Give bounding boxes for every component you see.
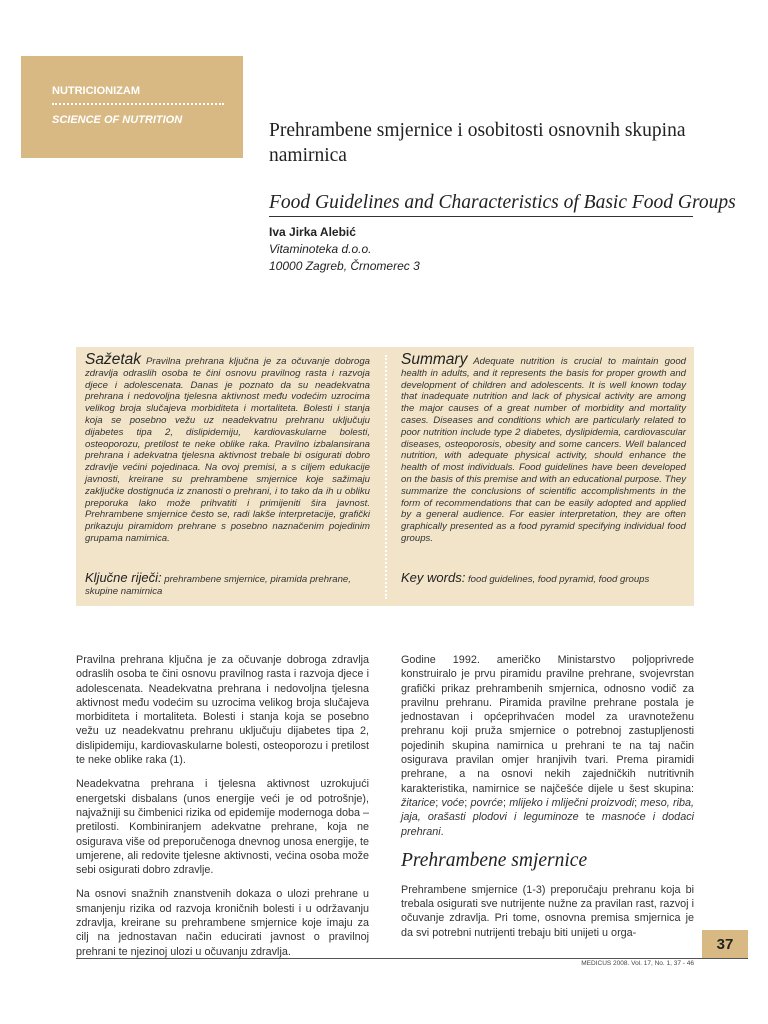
- keywords-hr-text: prehrambene smjernice, piramida prehrane, skupine namirnica: [85, 574, 351, 597]
- section-label-en: SCIENCE OF NUTRITION: [52, 114, 183, 126]
- section-label-divider: [52, 103, 224, 105]
- body-column-right: [401, 653, 694, 950]
- journal-citation: MEDICUS 2008. Vol. 17, No. 1, 37 - 46: [581, 960, 694, 967]
- food-group-3: povrće: [470, 796, 503, 809]
- footer-rule: [76, 958, 748, 959]
- food-group-5: meso, riba, jaja, orašasti plodovi i leguminoze: [401, 796, 695, 824]
- section-label-hr: NUTRICIONIZAM: [52, 85, 140, 97]
- title-rule: [269, 216, 693, 217]
- food-group-2: voće: [441, 796, 465, 809]
- body-column-left: [76, 653, 369, 969]
- abstract-box: [76, 347, 694, 606]
- food-group-4: mlijeko i mliječni proizvodi: [509, 796, 635, 809]
- abstract-divider: [385, 355, 387, 599]
- body-text: Godine 1992. američko Ministarstvo poljoprivrede konstruiralo je prvu piramidu pravilne prehrane, svojevrstan grafički prikaz prehrambenih smjernica, odnosno vodič za pravilnu prehranu. Piramida pravilne prehrane postala je jednostavan i općeprihvaćen model za uravnoteženu prehranu koji pruža smjernice o potrebnoj zastupljenosti pojedinih skupina namirnica u prehrani te na taj način osigurava pravilan omjer hranjivih tvari. Prema piramidi prehrane, a na osnovi nekih zajedničkih nutritivnih karakteristika, namirnice se najčešće dijele u šest skupina:: [401, 654, 694, 795]
- food-group-1: žitarice: [401, 796, 436, 809]
- body-paragraph: Neadekvatna prehrana i tjelesna aktivnost uzrokujući energetski disbalans (unos energije veći je od potrošnje), najvažniji su čimbenici rizika od epidemije modernoga doba – pretilosti. Kombiniranjem adekvatne prehrane, koja ne osigurava više od preporučenoga dnevnog unosa energije, te umjerene, ali redovite tjelesne aktivnosti, većina osoba može sebi osigurati dobro zdravlje.: [76, 778, 369, 877]
- affiliation-address: 10000 Zagreb, Črnomerec 3: [269, 259, 420, 273]
- body-paragraph-food-groups: Godine 1992. američko Ministarstvo poljoprivrede konstruiralo je prvu piramidu pravilne prehrane, svojevrstan grafički prikaz prehrambenih smjernica, odnosno vodič za pravilnu prehranu. Piramida pravilne prehrane postala je jednostavan i općeprihvaćen model za uravnoteženu prehranu koji pruža smjernice o potrebnoj zastupljenosti pojedinih skupina namirnica u prehrani te na taj način osigurava pravilan omjer hranjivih tvari. Prema piramidi prehrane, a na osnovi nekih zajedničkih nutritivnih karakteristika, namirnice se najčešće dijele u šest skupina: žitarice; voće; povrće; mlijeko i mliječni proizvodi; meso, riba, jaja, orašasti plodovi i leguminoze te masnoće i dodaci prehrani.: [401, 654, 695, 838]
- keywords-en-text: food guidelines, food pyramid, food groups: [467, 574, 650, 585]
- article-title-en: Food Guidelines and Characteristics of Basic Food Groups: [269, 192, 736, 213]
- author-name: Iva Jirka Alebić: [269, 225, 356, 239]
- keywords-en: [401, 572, 686, 586]
- abstract-en-heading: Summary: [401, 351, 468, 368]
- body-text-connector: te: [578, 811, 602, 824]
- abstract-hr-text: Pravilna prehrana ključna je za očuvanje dobroga zdravlja odraslih osoba te čini osnovu pravilnog rasta i razvoja djece i adolescenata. Danas je poznato da su neadekvatna prehrana i nedovoljna tjelesna aktivnost među vodećim uzrocima velikog broja slučajeva morbiditeta i mortaliteta. Bolesti i stanja koja se posebno vežu uz neadekvatnu prehranu uključuju dijabetes tipa 2, dislipidemiju, kardiovaskularne bolesti, osteoporozu, pretilost te neke oblike raka. Pravilno izbalansirana prehrana i adekvatna tjelesna aktivnost trebale bi osigurati dobro zdravlje većini pojedinaca. Na ovoj premisi, a s ciljem edukacije javnosti, kreirane su prehrambene smjernice koje sažimaju zaključke dostignuća iz znanosti o prehrani, i to tako da ih u obliku preporuka lako može prihvatiti i primijeniti šira javnost. Prehrambene smjernice često se, radi lakše interpretacije, grafički prikazuju piramidom prehrane s posebno naznačenim pojedinim grupama namirnica.: [85, 356, 370, 544]
- affiliation-company: Vitaminoteka d.o.o.: [269, 242, 372, 256]
- section-subheading: Prehrambene smjernice: [401, 849, 588, 871]
- keywords-hr: [85, 572, 370, 598]
- page-number: 37: [702, 930, 748, 958]
- article-title-hr: Prehrambene smjernice i osobitosti osnovnih skupina namirnica: [269, 120, 686, 166]
- abstract-en: [401, 351, 686, 545]
- body-paragraph: Prehrambene smjernice (1-3) preporučaju prehranu koja bi trebala osigurati sve nutrijente nužne za pravilan rast, razvoj i očuvanje zdravlja. Pri tome, osnovna premisa smjernica je da svi potrebni nutrijenti trebaju biti unijeti u orga-: [401, 883, 694, 939]
- abstract-hr-heading: Sažetak: [85, 351, 142, 368]
- body-paragraph: Na osnovi snažnih znanstvenih dokaza o ulozi prehrane u smanjenju rizika od razvoja kroničnih bolesti i u održavanju zdravlja, kreirane su prehrambene smjernice koje imaju za cilj na jednostavan način educirati javnost o pravilnoj prehrani te njezinoj ulozi u očuvanju zdravlja.: [76, 888, 369, 958]
- body-paragraph: Pravilna prehrana ključna je za očuvanje dobroga zdravlja odraslih osoba te čini osnovu pravilnog rasta i razvoja djece i adolescenata. Neadekvatna prehrana i nedovoljna tjelesna aktivnost među vodećim su uzrocima velikog broja slučajeva morbiditeta i mortaliteta. Bolesti i stanja koja se posebno vežu uz neadekvatnu prehranu uključuju dijabetes tipa 2, dislipidemiju, kardiovaskularne bolesti, osteoporozu i pretilost te neke oblike raka (1).: [76, 654, 369, 767]
- abstract-hr: [85, 351, 370, 545]
- keywords-en-heading: Key words:: [401, 570, 466, 585]
- section-label-box: [21, 56, 243, 158]
- food-group-6: masnoće i dodaci prehrani: [401, 811, 694, 838]
- abstract-en-text: Adequate nutrition is crucial to maintain good health in adults, and it represents the basis for proper growth and development of children and adolescents. It is well known today that inadequate nutrition and lack of physical activity are among the major causes of a great number of morbidity and mortality cases. Diseases and conditions which are particularly related to poor nutrition include type 2 diabetes, dyslipidemia, cardiovascular diseases, osteoporosis, obesity and some cancers. Well balanced nutrition, with adequate physical activity, should enhance the health of most individuals. Food guidelines have been developed on the basis of this premise and with an educational purpose. They summarize the conclusions of scientific accomplishments in the form of recommendations that can be easily adopted and applied by a general audience. For easier interpretation, they are often graphically presented as a food pyramid specifying individual food groups.: [401, 356, 686, 544]
- keywords-hr-heading: Ključne riječi:: [85, 570, 162, 585]
